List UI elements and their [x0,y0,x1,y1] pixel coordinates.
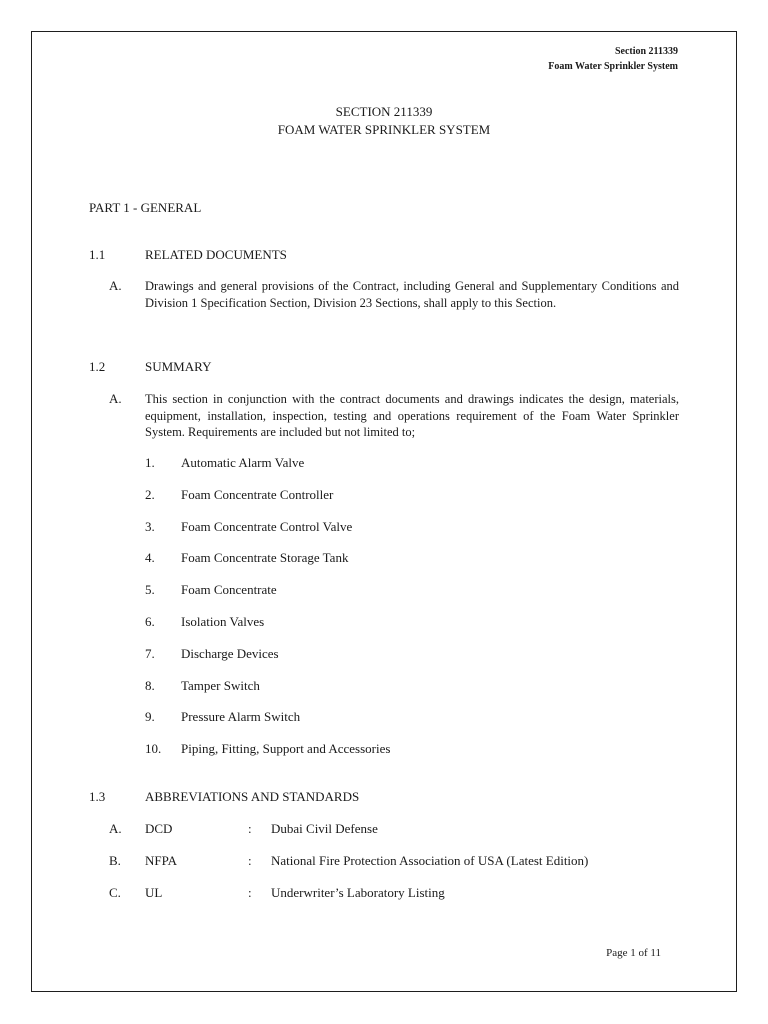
list-item-number: 3. [145,519,155,534]
abbrev-term: NFPA [145,853,178,868]
list-item-text: Pressure Alarm Switch [181,709,301,724]
list-item-text: Tamper Switch [181,678,260,693]
list-item-number: 6. [145,614,155,629]
abbrev-letter: C. [109,885,121,900]
doc-title-line2: FOAM WATER SPRINKLER SYSTEM [277,122,491,137]
list-item-text: Foam Concentrate Controller [181,487,334,502]
list-item-number: 4. [145,550,155,565]
list-item-number: 2. [145,487,155,502]
abbrev-separator: : [248,885,252,900]
list-item-number: 5. [145,582,155,597]
abbrev-letter: A. [109,821,122,836]
abbrev-description: Dubai Civil Defense [271,821,378,836]
list-item-text: Foam Concentrate Control Valve [181,519,353,534]
abbrev-description: National Fire Protection Association of USA (Latest Edition) [271,853,589,868]
section-1-2-number: 1.2 [89,359,106,374]
section-1-3-heading: ABBREVIATIONS AND STANDARDS [145,789,360,804]
list-item-text: Automatic Alarm Valve [181,455,305,470]
section-1-2-item-letter: A. [109,391,122,406]
list-item-number: 10. [145,741,162,756]
list-item-text: Foam Concentrate Storage Tank [181,550,349,565]
list-item-text: Isolation Valves [181,614,265,629]
list-item-number: 7. [145,646,155,661]
section-1-1-item-letter: A. [109,278,122,293]
list-item-text: Discharge Devices [181,646,279,661]
section-1-2-item-text: This section in conjunction with the contract documents and drawings indicates the design, materials, equipment, installation, inspection, testing and operations requirement of the Foam Water Sprinkler System. Requirements are included but not limited to; [145,392,679,439]
list-item-number: 1. [145,455,155,470]
abbrev-separator: : [248,821,252,836]
abbrev-description: Underwriter’s Laboratory Listing [271,885,445,900]
document-page [31,31,737,992]
section-1-1-number: 1.1 [89,247,106,262]
list-item-text: Foam Concentrate [181,582,277,597]
list-item-number: 9. [145,709,155,724]
doc-title-line1: SECTION 211339 [335,104,433,119]
header-section-ref: Section 211339 [614,46,678,57]
list-item-text: Piping, Fitting, Support and Accessories [181,741,391,756]
section-1-1-heading: RELATED DOCUMENTS [145,247,287,262]
page-number: Page 1 of 11 [606,947,661,959]
abbrev-term: UL [145,885,163,900]
part-heading: PART 1 - GENERAL [89,200,202,215]
section-1-2-heading: SUMMARY [145,359,212,374]
header-system-name: Foam Water Sprinkler System [548,61,678,72]
section-1-1-item-text: Drawings and general provisions of the Contract, including General and Supplementary Conditions and Division 1 Specification Section, Division 23 Sections, shall apply to this Section. [145,279,679,310]
abbrev-letter: B. [109,853,121,868]
abbrev-separator: : [248,853,252,868]
section-1-3-number: 1.3 [89,789,106,804]
list-item-number: 8. [145,678,155,693]
abbrev-term: DCD [145,821,173,836]
